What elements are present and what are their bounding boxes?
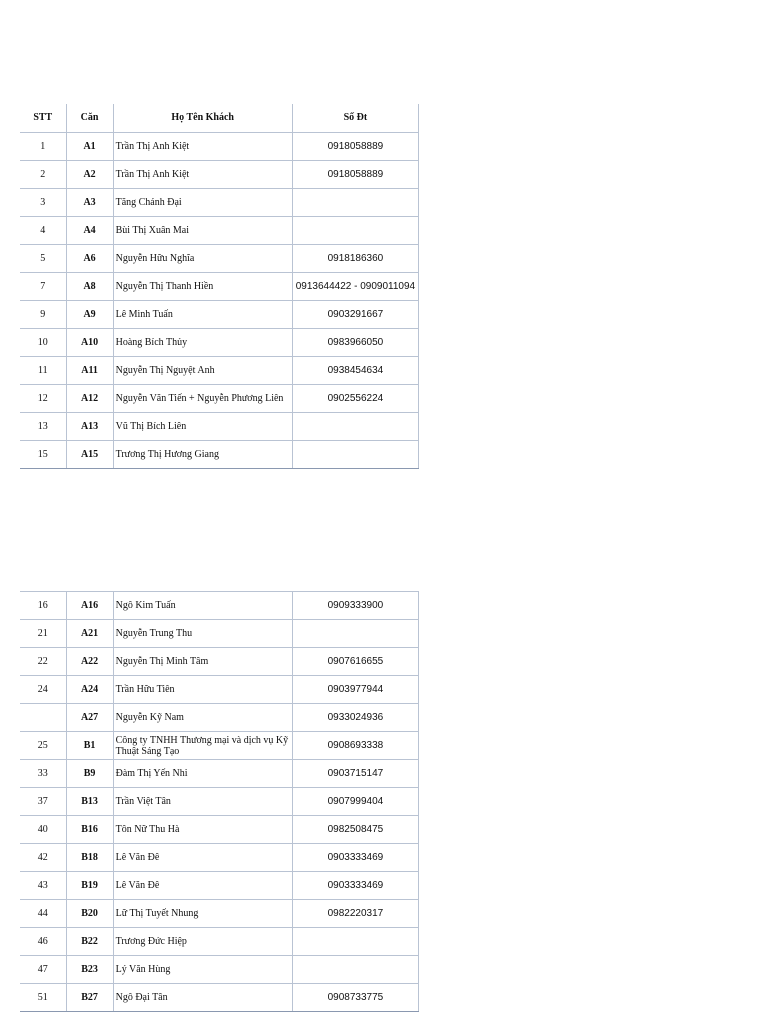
name-cell: Nguyễn Hữu Nghĩa <box>113 244 292 272</box>
table-row <box>20 244 419 272</box>
phone-cell: 0902556224 <box>292 384 418 412</box>
can-cell: A15 <box>66 440 113 468</box>
phone-cell: 0918058889 <box>292 132 418 160</box>
stt-cell: 13 <box>20 412 66 440</box>
stt-cell: 2 <box>20 160 66 188</box>
can-cell: B20 <box>66 900 113 928</box>
stt-cell: 33 <box>20 760 66 788</box>
can-cell: A16 <box>66 592 113 620</box>
customer-table-2 <box>20 591 419 1012</box>
table-row <box>20 844 419 872</box>
stt-cell: 44 <box>20 900 66 928</box>
phone-cell: 0918186360 <box>292 244 418 272</box>
name-cell: Lê Văn Đê <box>113 844 292 872</box>
table-row <box>20 648 419 676</box>
phone-cell: 0903333469 <box>292 872 418 900</box>
phone-cell <box>292 620 418 648</box>
table-row <box>20 356 419 384</box>
can-cell: A1 <box>66 132 113 160</box>
table-row <box>20 732 419 760</box>
name-cell: Đàm Thị Yến Nhi <box>113 760 292 788</box>
name-cell: Vũ Thị Bích Liên <box>113 412 292 440</box>
phone-cell <box>292 412 418 440</box>
table-row <box>20 928 419 956</box>
phone-cell: 0908693338 <box>292 732 418 760</box>
stt-cell: 11 <box>20 356 66 384</box>
header-can: Căn <box>66 104 113 132</box>
header-row <box>20 104 419 132</box>
name-cell: Công ty TNHH Thương mại và dịch vụ Kỹ Thuật Sáng Tạo <box>113 732 292 760</box>
phone-cell: 0907999404 <box>292 788 418 816</box>
stt-cell: 24 <box>20 676 66 704</box>
stt-cell: 7 <box>20 272 66 300</box>
stt-cell: 3 <box>20 188 66 216</box>
phone-cell <box>292 216 418 244</box>
name-cell: Ngô Đại Tân <box>113 984 292 1012</box>
table-row <box>20 984 419 1012</box>
name-cell: Nguyễn Kỹ Nam <box>113 704 292 732</box>
can-cell: A21 <box>66 620 113 648</box>
stt-cell: 10 <box>20 328 66 356</box>
stt-cell: 47 <box>20 956 66 984</box>
phone-cell: 0903977944 <box>292 676 418 704</box>
can-cell: A3 <box>66 188 113 216</box>
table-row <box>20 760 419 788</box>
header-name: Họ Tên Khách <box>113 104 292 132</box>
stt-cell: 42 <box>20 844 66 872</box>
name-cell: Nguyễn Văn Tiến + Nguyễn Phương Liên <box>113 384 292 412</box>
phone-cell: 0918058889 <box>292 160 418 188</box>
can-cell: A27 <box>66 704 113 732</box>
name-cell: Nguyễn Thị Minh Tâm <box>113 648 292 676</box>
stt-cell: 40 <box>20 816 66 844</box>
stt-cell: 12 <box>20 384 66 412</box>
header-stt: STT <box>20 104 66 132</box>
table-row <box>20 956 419 984</box>
can-cell: A22 <box>66 648 113 676</box>
can-cell: B22 <box>66 928 113 956</box>
stt-cell: 1 <box>20 132 66 160</box>
phone-cell: 0903715147 <box>292 760 418 788</box>
can-cell: B13 <box>66 788 113 816</box>
table-row <box>20 704 419 732</box>
phone-cell: 0908733775 <box>292 984 418 1012</box>
table-row <box>20 272 419 300</box>
can-cell: B19 <box>66 872 113 900</box>
table-row <box>20 412 419 440</box>
table-row <box>20 300 419 328</box>
name-cell: Trần Hữu Tiên <box>113 676 292 704</box>
stt-cell: 37 <box>20 788 66 816</box>
name-cell: Trần Việt Tân <box>113 788 292 816</box>
table-row <box>20 188 419 216</box>
name-cell: Trần Thị Anh Kiệt <box>113 160 292 188</box>
phone-cell: 0933024936 <box>292 704 418 732</box>
can-cell: A2 <box>66 160 113 188</box>
name-cell: Trần Thị Anh Kiệt <box>113 132 292 160</box>
can-cell: B16 <box>66 816 113 844</box>
name-cell: Lê Văn Đê <box>113 872 292 900</box>
can-cell: A24 <box>66 676 113 704</box>
table-row <box>20 676 419 704</box>
phone-cell: 0903291667 <box>292 300 418 328</box>
name-cell: Lữ Thị Tuyết Nhung <box>113 900 292 928</box>
customer-table-1 <box>20 104 419 469</box>
stt-cell: 21 <box>20 620 66 648</box>
table-row <box>20 788 419 816</box>
table-row <box>20 160 419 188</box>
phone-cell: 0907616655 <box>292 648 418 676</box>
can-cell: B1 <box>66 732 113 760</box>
can-cell: A10 <box>66 328 113 356</box>
can-cell: A8 <box>66 272 113 300</box>
table-row <box>20 620 419 648</box>
table-row <box>20 132 419 160</box>
can-cell: A4 <box>66 216 113 244</box>
phone-cell <box>292 188 418 216</box>
can-cell: A11 <box>66 356 113 384</box>
stt-cell: 4 <box>20 216 66 244</box>
stt-cell: 15 <box>20 440 66 468</box>
name-cell: Nguyễn Thị Nguyệt Anh <box>113 356 292 384</box>
name-cell: Trương Đức Hiệp <box>113 928 292 956</box>
can-cell: B9 <box>66 760 113 788</box>
name-cell: Tăng Chánh Đại <box>113 188 292 216</box>
header-phone: Số Đt <box>292 104 418 132</box>
phone-cell: 0982220317 <box>292 900 418 928</box>
name-cell: Nguyễn Thị Thanh Hiền <box>113 272 292 300</box>
phone-cell <box>292 440 418 468</box>
phone-cell: 0913644422 - 0909011094 <box>292 272 418 300</box>
can-cell: A12 <box>66 384 113 412</box>
phone-cell: 0982508475 <box>292 816 418 844</box>
table-row <box>20 216 419 244</box>
table-row <box>20 384 419 412</box>
phone-cell: 0909333900 <box>292 592 418 620</box>
phone-cell: 0938454634 <box>292 356 418 384</box>
can-cell: B18 <box>66 844 113 872</box>
can-cell: A6 <box>66 244 113 272</box>
table-row <box>20 440 419 468</box>
phone-cell: 0983966050 <box>292 328 418 356</box>
table-row <box>20 872 419 900</box>
name-cell: Nguyễn Trung Thu <box>113 620 292 648</box>
name-cell: Bùi Thị Xuân Mai <box>113 216 292 244</box>
table-row <box>20 328 419 356</box>
phone-cell <box>292 928 418 956</box>
stt-cell: 46 <box>20 928 66 956</box>
table-row <box>20 592 419 620</box>
name-cell: Lý Văn Hùng <box>113 956 292 984</box>
can-cell: A9 <box>66 300 113 328</box>
stt-cell: 51 <box>20 984 66 1012</box>
stt-cell: 43 <box>20 872 66 900</box>
table-row <box>20 816 419 844</box>
stt-cell: 16 <box>20 592 66 620</box>
stt-cell: 22 <box>20 648 66 676</box>
phone-cell <box>292 956 418 984</box>
name-cell: Trương Thị Hương Giang <box>113 440 292 468</box>
can-cell: B23 <box>66 956 113 984</box>
stt-cell <box>20 704 66 732</box>
table-row <box>20 900 419 928</box>
phone-cell: 0903333469 <box>292 844 418 872</box>
name-cell: Hoàng Bích Thủy <box>113 328 292 356</box>
stt-cell: 5 <box>20 244 66 272</box>
name-cell: Tôn Nữ Thu Hà <box>113 816 292 844</box>
can-cell: A13 <box>66 412 113 440</box>
name-cell: Ngô Kim Tuấn <box>113 592 292 620</box>
name-cell: Lê Minh Tuấn <box>113 300 292 328</box>
stt-cell: 9 <box>20 300 66 328</box>
can-cell: B27 <box>66 984 113 1012</box>
stt-cell: 25 <box>20 732 66 760</box>
